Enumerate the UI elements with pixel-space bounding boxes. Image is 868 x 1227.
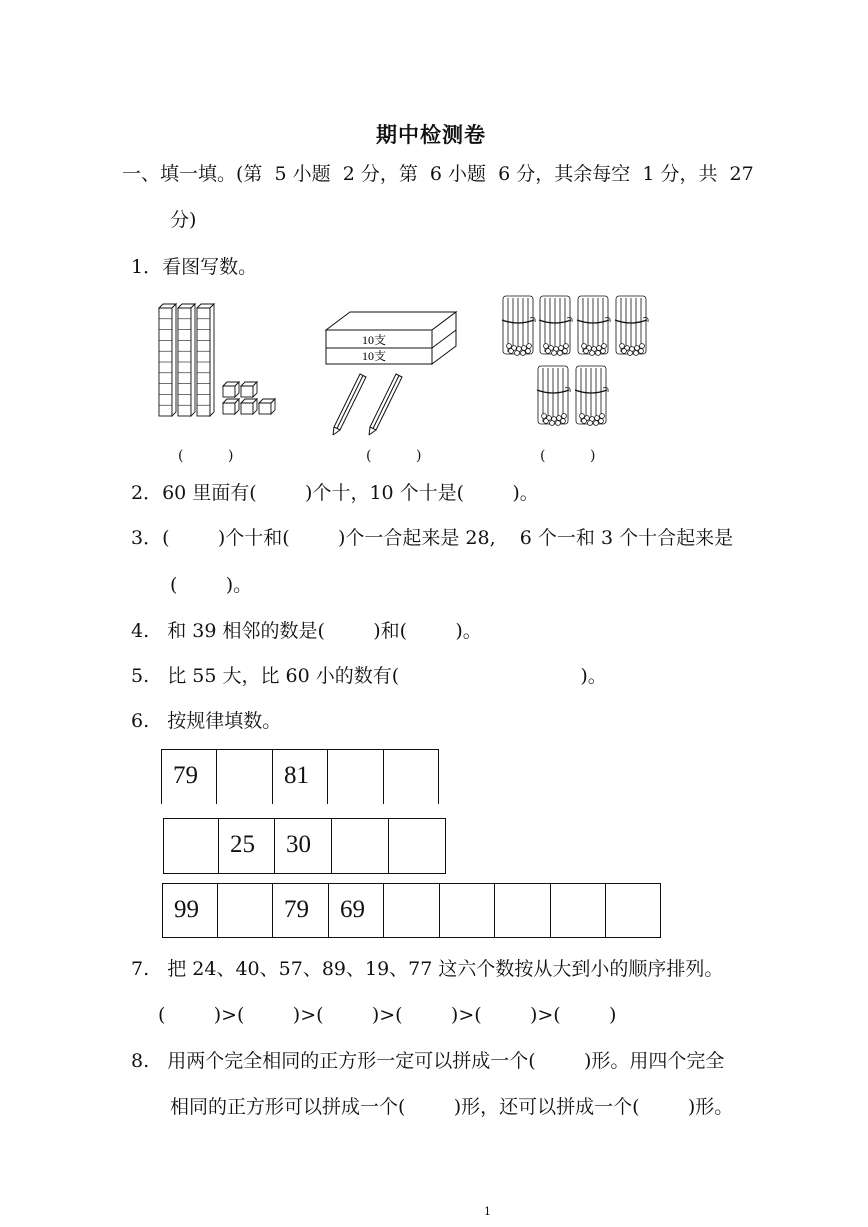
question-8-continued: 相同的正方形可以拼成一个( )形，还可以拼成一个( )形。 [170,1096,734,1118]
section-heading: 一、填一填。(第 5 小题 2 分，第 6 小题 6 分，其余每空 1 分，共 27 [122,163,754,185]
pattern-cell[interactable] [440,883,495,938]
pattern-cell[interactable] [328,749,384,804]
pattern-cell: 81 [273,749,328,804]
question-1: 1．看图写数。 [131,256,258,278]
question-7: 7. 把 24、40、57、89、19、77 这六个数按从大到小的顺序排列。 [131,958,724,980]
question-3-continued: ( )。 [170,574,253,596]
question-3: 3．( )个十和( )个一合起来是 28, 6 个一和 3 个十合起来是 [131,527,734,549]
page-title: 期中检测卷 [376,122,486,147]
pattern-cell: 79 [273,883,329,938]
pattern-cell[interactable] [606,883,661,938]
pattern-cell[interactable] [389,818,446,874]
question-7-answer-line[interactable]: ( )>( )>( )>( )>( )>( ) [158,1004,617,1026]
answer-blank[interactable]: ( ) [178,448,234,464]
blocks-figure [155,302,280,422]
pattern-cell[interactable] [217,749,273,804]
question-4: 4. 和 39 相邻的数是( )和( )。 [131,620,482,642]
answer-blank[interactable]: ( ) [366,448,422,464]
pattern-cell[interactable] [332,818,389,874]
pattern-cell[interactable] [495,883,551,938]
pencil-box-label-2: 10支 [362,349,387,363]
question-8: 8. 用两个完全相同的正方形一定可以拼成一个( )形。用四个完全 [131,1050,725,1072]
pencil-icon [333,374,366,435]
page-number: 1 [484,1205,491,1218]
pattern-cell: 99 [162,883,218,938]
pattern-cell[interactable] [384,883,440,938]
question-2: 2．60 里面有( )个十，10 个十是( )。 [131,482,539,504]
pattern-cell: 30 [275,818,332,874]
section-heading-continued: 分) [170,209,197,231]
stick-bundles-figure [498,292,658,432]
pattern-cell[interactable] [384,749,439,804]
pattern-cell: 69 [329,883,384,938]
pencil-box-label-1: 10支 [362,333,387,347]
question-5: 5. 比 55 大，比 60 小的数有( )。 [131,665,607,687]
question-6: 6. 按规律填数。 [131,710,282,732]
pattern-cell[interactable] [218,883,273,938]
pencil-icon [369,374,402,435]
pattern-cell: 25 [219,818,275,874]
answer-blank[interactable]: ( ) [540,448,596,464]
pencil-box-figure [320,308,465,438]
pattern-cell[interactable] [551,883,606,938]
pattern-cell: 79 [161,749,217,804]
pattern-cell[interactable] [163,818,219,874]
